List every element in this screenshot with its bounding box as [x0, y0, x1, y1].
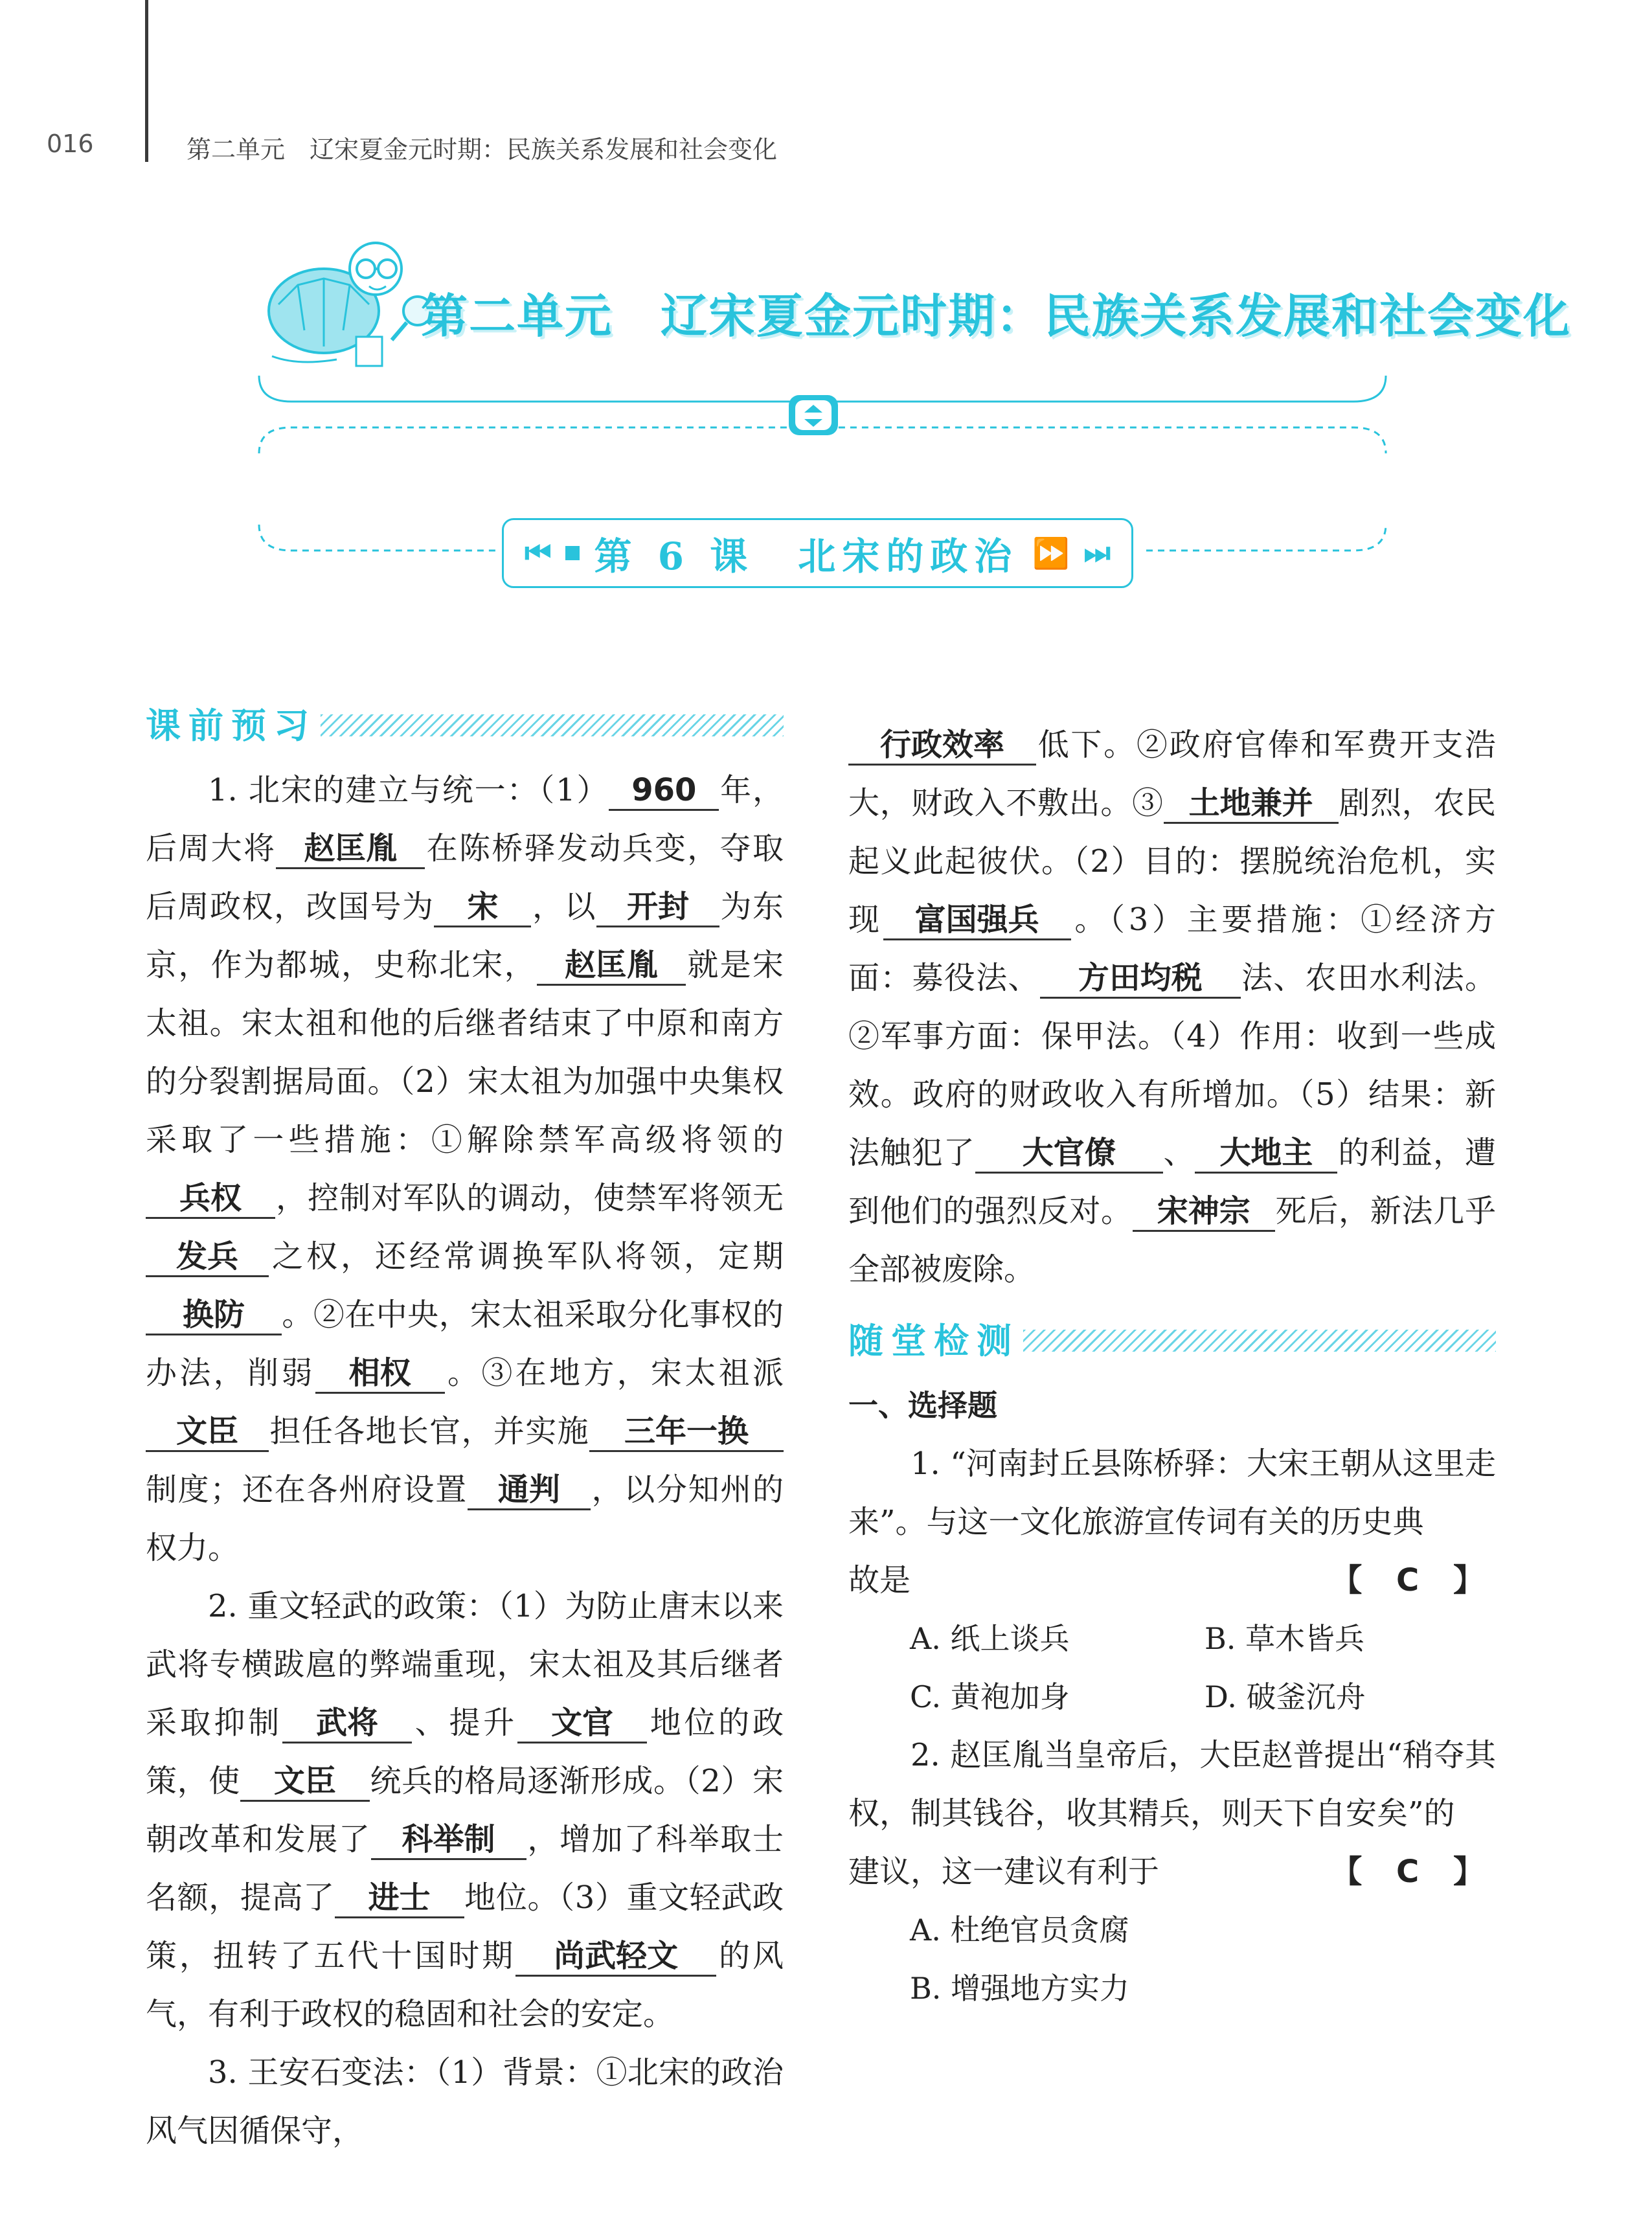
option: B. 增强地方实力 — [910, 1971, 1130, 2006]
hatch-decoration — [1023, 1330, 1496, 1352]
blank-answer: 发兵 — [146, 1238, 269, 1277]
blank-answer: 方田均税 — [1040, 959, 1241, 999]
blank-answer: 科举制 — [371, 1821, 526, 1860]
blank-answer: 960 — [609, 771, 719, 811]
blank-answer: 进士 — [335, 1879, 464, 1918]
blank-answer: 三年一换 — [589, 1413, 784, 1452]
blank-answer: 兵权 — [146, 1179, 275, 1219]
header-rule — [145, 0, 148, 162]
section-choice-heading: 一、选择题 — [848, 1388, 997, 1423]
blank-answer: 开封 — [596, 888, 719, 927]
blank-answer: 宋神宗 — [1133, 1192, 1275, 1232]
blank-answer: 尚武轻文 — [515, 1937, 716, 1977]
preview-heading: 课前预习 — [146, 705, 317, 746]
blank-answer: 大地主 — [1195, 1134, 1337, 1174]
preview-paragraph-1: 1. 北宋的建立与统一：（1） 960 年，后周大将 赵匡胤 在陈桥驿发动兵变，夺取后周政权，改国号为 宋 ，以 开封 为东京，作为都城，史称北宋， 赵匡胤 就是宋太祖。宋太祖和他的后继者结束了中原和南方的分裂割据局面。（2）宋太祖为加强中央集权采取了一些措施：①解除禁军高级将领的兵权 ，控制对军队的调动，使禁军将领无发兵 之权，还经常调换军队将领，定期换防 。②在中央，宋太祖采取分化事权的办法，削弱 相权 。③在地方，宋太祖派文臣 担任各地长官，并实施 三年一换制度；还在各州府设置 通判 ，以分知州的权力。 — [146, 772, 784, 1566]
hatch-decoration — [321, 714, 784, 736]
preview-paragraph-3b: 行政效率 低下。②政府官俸和军费开支浩大，财政入不敷出。③ 土地兼并 剧烈，农民起义此起彼伏。（2）目的：摆脱统治危机，实现 富国强兵 。（3）主要措施：①经济方面：募役法、 方田均税 法、农田水利法。②军事方面：保甲法。（4）作用：收到一些成效。政府的财政收入有所增加。（5）结果：新法触犯了 大官僚 、 大地主 的利益，遭到他们的强烈反对。 宋神宗 死后，新法几乎全部被废除。 — [848, 727, 1496, 1288]
option: C. 黄袍加身 — [910, 1679, 1070, 1714]
running-title: 第二单元 辽宋夏金元时期：民族关系发展和社会变化 — [187, 135, 778, 164]
lesson-title: 第 6 课 北宋的政治 — [594, 534, 1019, 578]
question-1-stem-end: 故是 【 C 】 — [848, 1551, 1496, 1609]
question-2-options — [848, 1901, 1496, 2017]
option: D. 破釜沉舟 — [1205, 1679, 1366, 1714]
preview-paragraph-2: 2. 重文轻武的政策：（1）为防止唐末以来武将专横跋扈的弊端重现，宋太祖及其后继者采取抑制 武将 、提升 文官 地位的政策，使 文臣 统兵的格局逐渐形成。（2）宋朝改革和发展了 科举制 ，增加了科举取士名额，提高了 进士 地位。（3）重文轻武政策，扭转了五代十国时期 尚武轻文 的风气，有利于政权的稳固和社会的安定。 — [146, 1588, 784, 2032]
blank-answer: 土地兼并 — [1164, 784, 1339, 824]
skip-back-icon: ⏮ — [525, 535, 552, 570]
blank-answer: 相权 — [315, 1354, 445, 1394]
question-1-options — [848, 1609, 1496, 1726]
question-2-answer: 【 C 】 — [1331, 1854, 1496, 1890]
option: A. 杜绝官员贪腐 — [910, 1913, 1129, 1948]
unit-title: 第二单元 辽宋夏金元时期：民族关系发展和社会变化 — [421, 289, 1572, 343]
skip-forward-icon: ⏭ — [1083, 535, 1111, 570]
square-bullet-icon — [565, 546, 580, 560]
fast-forward-icon: ⏩ — [1032, 535, 1070, 571]
question-2-stem-end: 建议，这一建议有利于 【 C 】 — [848, 1843, 1496, 1901]
blank-answer: 富国强兵 — [883, 901, 1071, 940]
preview-section-header — [146, 690, 784, 761]
blank-answer: 通判 — [468, 1471, 591, 1510]
question-1-stem: 1. “河南封丘县陈桥驿：大宋王朝从这里走来”。与这一文化旅游宣传词有关的历史典 — [848, 1446, 1496, 1540]
blank-answer: 赵匡胤 — [276, 830, 425, 869]
turtle-mascot-icon — [259, 233, 440, 376]
left-column — [146, 690, 784, 2160]
check-heading: 随堂检测 — [848, 1320, 1019, 1361]
question-2-stem: 2. 赵匡胤当皇帝后，大臣赵普提出“稍夺其权，制其钱谷，收其精兵，则天下自安矣”的 — [848, 1737, 1496, 1832]
lesson-title-box — [502, 518, 1133, 588]
blank-answer: 文臣 — [146, 1413, 269, 1452]
page-number: 016 — [47, 130, 94, 158]
blank-answer: 文官 — [517, 1704, 647, 1743]
blank-answer: 行政效率 — [848, 726, 1036, 766]
check-section-header — [848, 1305, 1496, 1376]
question-1-answer: 【 C 】 — [1331, 1562, 1496, 1598]
blank-answer: 文臣 — [240, 1762, 370, 1802]
blank-answer: 换防 — [146, 1296, 282, 1335]
blank-answer: 武将 — [282, 1704, 412, 1743]
blank-answer: 赵匡胤 — [537, 946, 686, 986]
preview-paragraph-3a: 3. 王安石变法：（1）背景：①北宋的政治风气因循保守， — [146, 2054, 784, 2149]
option: A. 纸上谈兵 — [910, 1621, 1070, 1656]
option: B. 草木皆兵 — [1205, 1621, 1365, 1656]
blank-answer: 宋 — [434, 888, 531, 927]
blank-answer: 大官僚 — [975, 1134, 1163, 1174]
right-column — [848, 716, 1496, 2017]
